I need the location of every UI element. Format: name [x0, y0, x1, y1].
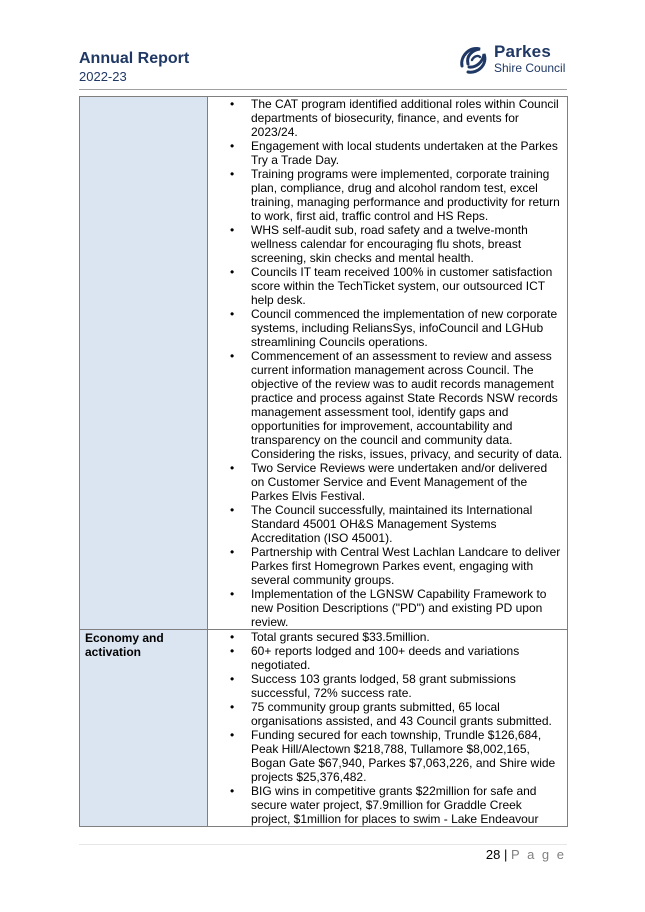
page-footer [486, 847, 566, 862]
list-item: • Commencement of an assessment to review and assess current information management across Council. The objective of the review was to audit records management practice and process against State Records NSW records management assessment tool, identify gaps and opportunities for improvement, accountability and transparency on the council and community data. Considering the risks, issues, privacy, and security of data. [208, 349, 567, 461]
report-year: 2022-23 [79, 69, 127, 84]
table-row [80, 97, 568, 630]
list-item: • The Council successfully, maintained its International Standard 45001 OH&S Management Systems Accreditation (ISO 45001). [208, 503, 567, 545]
report-table [79, 96, 568, 827]
list-item: • 75 community group grants submitted, 65 local organisations assisted, and 43 Council grants submitted. [208, 700, 567, 728]
list-item: • Partnership with Central West Lachlan Landcare to deliver Parkes first Homegrown Parkes event, engaging with several community groups. [208, 545, 567, 587]
bullet-list [208, 630, 567, 826]
list-item: • Councils IT team received 100% in customer satisfaction score within the TechTicket system, our outsourced ICT help desk. [208, 265, 567, 307]
list-item: • Training programs were implemented, corporate training plan, compliance, drug and alcohol random test, excel training, managing performance and productivity for return to work, first aid, traffic control and HS Reps. [208, 167, 567, 223]
page-number: 28 [485, 847, 501, 862]
council-logo [456, 42, 571, 78]
list-item: • Total grants secured $33.5million. [208, 630, 567, 644]
list-item: • 60+ reports lodged and 100+ deeds and variations negotiated. [208, 644, 567, 672]
row-label [80, 97, 207, 98]
list-item: • Implementation of the LGNSW Capability Framework to new Position Descriptions ("PD") and existing PD upon review. [208, 587, 567, 629]
row-content-cell [208, 630, 568, 827]
row-label-cell [80, 97, 208, 630]
footer-divider [79, 844, 567, 845]
page-word: P a g e [511, 847, 566, 862]
parkes-swirl-logo-icon [456, 42, 492, 78]
list-item: • Two Service Reviews were undertaken and/or delivered on Customer Service and Event Management of the Parkes Elvis Festival. [208, 461, 567, 503]
list-item: • BIG wins in competitive grants $22million for safe and secure water project, $7.9million for Graddle Creek project, $1million for places to swim - Lake Endeavour [208, 784, 567, 826]
report-title: Annual Report [79, 50, 190, 67]
logo-name: Parkes [494, 42, 551, 61]
list-item: • Engagement with local students undertaken at the Parkes Try a Trade Day. [208, 139, 567, 167]
table-row [80, 630, 568, 827]
list-item: • WHS self-audit sub, road safety and a twelve-month wellness calendar for encouraging flu shots, breast screening, skin checks and mental health. [208, 223, 567, 265]
page-separator: | [504, 847, 508, 862]
list-item: • The CAT program identified additional roles within Council departments of biosecurity, finance, and events for 2023/24. [208, 97, 567, 139]
row-label-cell [80, 630, 208, 827]
row-label: Economy and activation [85, 631, 164, 659]
list-item: • Success 103 grants lodged, 58 grant submissions successful, 72% success rate. [208, 672, 567, 700]
header-divider [79, 89, 567, 90]
logo-subtitle: Shire Council [494, 61, 566, 75]
list-item: • Council commenced the implementation of new corporate systems, including ReliansSys, infoCouncil and LGHub streamlining Councils operations. [208, 307, 567, 349]
bullet-list [208, 97, 567, 629]
row-content-cell [208, 97, 568, 630]
list-item: • Funding secured for each township, Trundle $126,684, Peak Hill/Alectown $218,788, Tullamore $8,002,165, Bogan Gate $67,940, Parkes $7,063,226, and Shire wide projects $25,376,482. [208, 728, 567, 784]
